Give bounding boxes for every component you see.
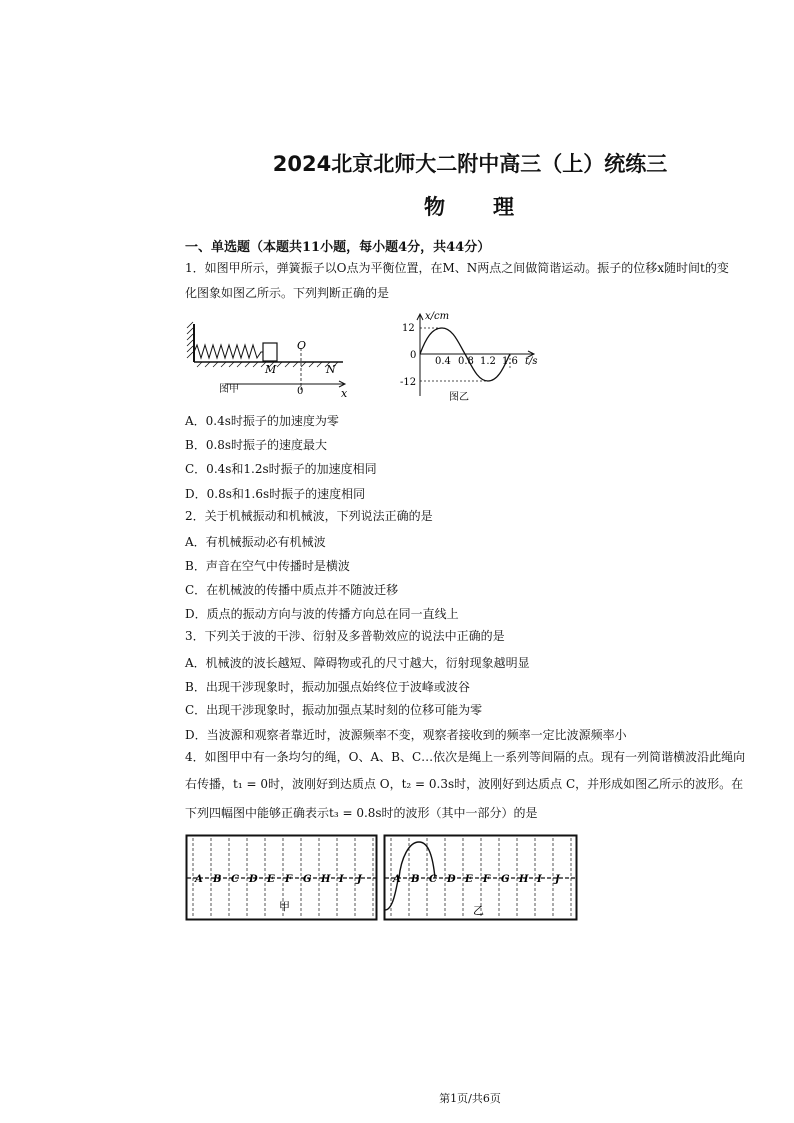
q4-yi-point-label: F — [483, 874, 491, 885]
q2-stem: 2．关于机械振动和机械波，下列说法正确的是 — [185, 509, 433, 523]
q4-fig-jia-caption: 甲 — [279, 900, 290, 913]
q4-yi-point-label: C — [429, 874, 437, 885]
ylabel: x/cm — [425, 311, 450, 322]
q1-stem-line2: 化图象如图乙所示。下列判断正确的是 — [185, 286, 390, 300]
xtick-0-8: 0.8 — [458, 356, 474, 367]
label-n: N — [326, 363, 336, 376]
q4-jia-point-label: D — [249, 874, 258, 885]
q3-option-b: B．出现干涉现象时，振动加强点始终位于波峰或波谷 — [185, 680, 470, 694]
ytick-bottom: -12 — [400, 377, 417, 388]
section-heading: 一、单选题（本题共11小题，每小题4分，共44分） — [185, 240, 491, 255]
label-m: M — [265, 363, 277, 376]
q4-jia-point-label: I — [339, 874, 344, 885]
xlabel: t/s — [525, 356, 538, 367]
q2-option-b: B．声音在空气中传播时是横波 — [185, 559, 350, 573]
q1-option-b: B．0.8s时振子的速度最大 — [185, 438, 328, 452]
q4-yi-point-label: E — [465, 874, 473, 885]
q4-stem-line1: 4．如图甲中有一条均匀的绳，O、A、B、C…依次是绳上一系列等间隔的点。现有一列简谐横波沿此绳向 — [185, 750, 746, 764]
fig-yi-caption: 图乙 — [449, 392, 469, 403]
q4-jia-point-label: E — [267, 874, 275, 885]
q4-jia-point-label: G — [303, 874, 312, 885]
q4-yi-point-label: H — [519, 874, 529, 885]
q2-option-d: D．质点的振动方向与波的传播方向总在同一直线上 — [185, 607, 459, 621]
page-footer: 第1页/共6页 — [439, 1092, 501, 1105]
label-x: x — [341, 387, 348, 400]
q3-option-d: D．当波源和观察者靠近时，波源频率不变，观察者接收到的频率一定比波源频率小 — [185, 728, 627, 742]
q4-fig-yi-caption: 乙 — [473, 904, 484, 917]
q4-jia-point-label: C — [231, 874, 239, 885]
xtick-0-4: 0.4 — [435, 356, 451, 367]
q4-jia-point-label: F — [285, 874, 293, 885]
q2-option-c: C．在机械波的传播中质点并不随波迁移 — [185, 583, 399, 597]
q4-yi-point-label: B — [411, 874, 420, 885]
q1-figure-jia — [185, 318, 365, 400]
q1-option-d: D．0.8s和1.6s时振子的速度相同 — [185, 487, 366, 501]
q4-jia-point-label: A — [195, 874, 203, 885]
xtick-1-2: 1.2 — [480, 356, 496, 367]
q3-stem: 3．下列关于波的干涉、衍射及多普勒效应的说法中正确的是 — [185, 629, 505, 643]
q1-stem-line1: 1．如图甲所示，弹簧振子以O点为平衡位置，在M、N两点之间做简谐运动。振子的位移x随时间t的变 — [185, 261, 729, 275]
xtick-1-6: 1.6 — [502, 356, 518, 367]
q2-option-a: A．有机械振动必有机械波 — [185, 535, 326, 549]
q4-figure-jia — [185, 834, 379, 922]
ytick-top: 12 — [402, 323, 415, 334]
q4-figure-yi — [383, 834, 579, 922]
q4-yi-point-label: A — [393, 874, 401, 885]
ytick-zero: 0 — [410, 350, 417, 361]
label-zero: 0 — [297, 386, 304, 397]
q3-option-a: A．机械波的波长越短、障碍物或孔的尺寸越大，衍射现象越明显 — [185, 656, 530, 670]
q4-yi-point-label: I — [537, 874, 542, 885]
q1-option-c: C．0.4s和1.2s时振子的加速度相同 — [185, 462, 377, 476]
q3-option-c: C．出现干涉现象时，振动加强点某时刻的位移可能为零 — [185, 703, 483, 717]
q4-stem-line2: 右传播，t₁ = 0时，波刚好到达质点 O，t₂ = 0.3s时，波刚好到达质点 C，并形成如图乙所示的波形。在 — [185, 777, 744, 791]
subject-heading: 物 理 — [424, 195, 516, 219]
q4-yi-point-label: D — [447, 874, 456, 885]
q1-figure-yi — [392, 308, 552, 404]
fig-jia-caption: 图甲 — [219, 384, 239, 395]
q4-yi-point-label: J — [555, 874, 560, 885]
q4-jia-point-label: H — [321, 874, 331, 885]
q1-option-a: A．0.4s时振子的加速度为零 — [185, 414, 339, 428]
q4-yi-point-label: G — [501, 874, 510, 885]
q4-stem-line3: 下列四幅图中能够正确表示t₃ = 0.8s时的波形（其中一部分）的是 — [185, 806, 538, 820]
q4-jia-point-label: J — [357, 874, 362, 885]
page-title: 2024北京北师大二附中高三（上）统练三 — [272, 152, 668, 176]
label-o: O — [297, 339, 307, 352]
q4-jia-point-label: B — [213, 874, 222, 885]
